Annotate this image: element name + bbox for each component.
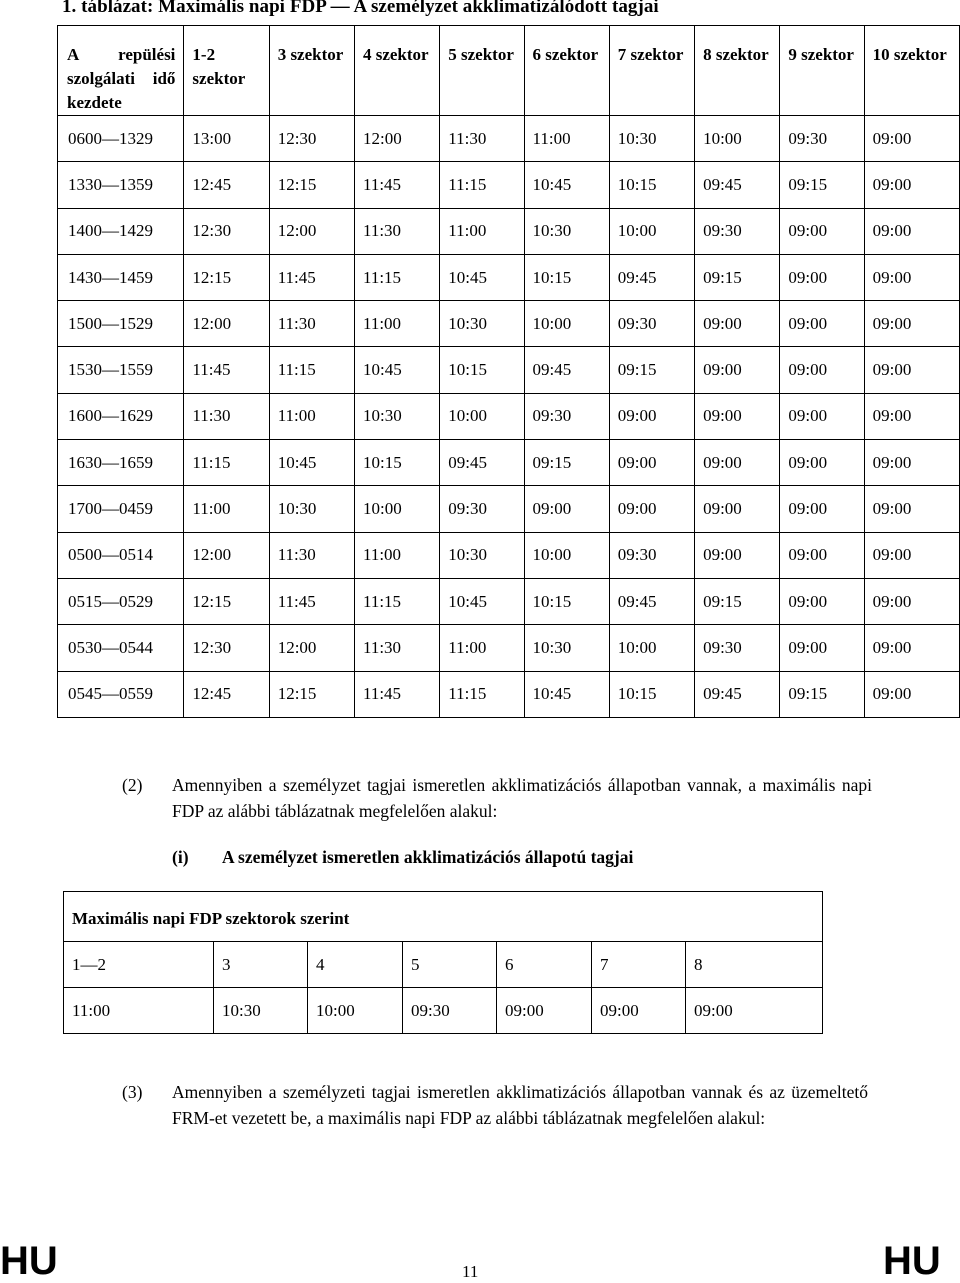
fdp-value-cell: 09:30	[695, 625, 780, 671]
fdp-value-cell: 09:00	[780, 578, 864, 624]
fdp-value-cell: 09:15	[695, 254, 780, 300]
fdp-value-cell: 09:00	[864, 208, 959, 254]
fdp-value-cell: 10:15	[354, 440, 439, 486]
start-time-cell: 0545—0559	[58, 671, 184, 717]
paragraph-text: Amennyiben a személyzet tagjai ismeretlen akklimatizációs állapotban vannak, a maximális napi FDP az alábbi táblázatnak megfelelően alakul:	[172, 775, 872, 821]
paragraph-number: (2)	[122, 775, 143, 795]
fdp-value-cell: 10:00	[695, 116, 780, 162]
fdp-value-cell: 09:00	[524, 486, 609, 532]
fdp-value-cell: 09:00	[780, 208, 864, 254]
fdp-value-cell: 12:00	[184, 301, 269, 347]
table-row	[58, 440, 960, 486]
sector-cell: 7	[592, 942, 686, 988]
subheading-text: A személyzet ismeretlen akklimatizációs állapotú tagjai	[222, 847, 634, 867]
fdp-value-cell: 10:00	[524, 532, 609, 578]
table-row	[58, 486, 960, 532]
fdp-unknown-state-table	[63, 891, 823, 1034]
footer-lang-left: HU	[0, 1239, 58, 1283]
start-time-cell: 1530—1559	[58, 347, 184, 393]
fdp-value-cell: 09:00	[780, 254, 864, 300]
start-time-cell: 1330—1359	[58, 162, 184, 208]
fdp-value-cell: 09:45	[609, 254, 694, 300]
fdp-value-cell: 10:45	[269, 440, 354, 486]
header-cell: 3 szektor	[269, 26, 354, 116]
fdp-value-cell: 10:15	[524, 578, 609, 624]
fdp-value-cell: 09:00	[780, 625, 864, 671]
fdp-value-cell: 12:30	[184, 625, 269, 671]
paragraph-text: Amennyiben a személyzeti tagjai ismeretlen akklimatizációs állapotban vannak és az üzemeltető FRM-et vezetett be, a maximális napi FDP az alábbi táblázatnak megfelelően alakul:	[172, 1082, 868, 1128]
fdp-value-cell: 09:00	[695, 393, 780, 439]
fdp-value-cell: 11:00	[440, 208, 524, 254]
table2-header: Maximális napi FDP szektorok szerint	[64, 892, 823, 942]
table-row	[58, 208, 960, 254]
fdp-value-cell: 10:15	[609, 162, 694, 208]
header-cell: 7 szektor	[609, 26, 694, 116]
fdp-value-cell: 09:00	[780, 393, 864, 439]
fdp-value-cell: 11:45	[354, 162, 439, 208]
fdp-value-cell: 11:00	[184, 486, 269, 532]
fdp-value-cell: 09:45	[440, 440, 524, 486]
fdp-value-cell: 10:45	[440, 578, 524, 624]
value-cell: 10:00	[308, 988, 403, 1034]
fdp-value-cell: 10:15	[524, 254, 609, 300]
fdp-value-cell: 11:45	[269, 578, 354, 624]
fdp-value-cell: 09:30	[609, 301, 694, 347]
fdp-value-cell: 09:00	[695, 532, 780, 578]
subheading-i	[172, 847, 634, 868]
fdp-value-cell: 09:00	[609, 486, 694, 532]
table-body	[58, 116, 960, 718]
value-cell: 11:00	[64, 988, 214, 1034]
fdp-value-cell: 10:30	[354, 393, 439, 439]
fdp-value-cell: 09:45	[695, 671, 780, 717]
fdp-value-cell: 11:00	[354, 301, 439, 347]
fdp-value-cell: 11:30	[184, 393, 269, 439]
sector-cell: 6	[497, 942, 592, 988]
sector-cell: 3	[214, 942, 308, 988]
fdp-value-cell: 09:00	[864, 116, 959, 162]
fdp-value-cell: 09:00	[864, 254, 959, 300]
fdp-value-cell: 10:15	[440, 347, 524, 393]
fdp-value-cell: 10:30	[524, 208, 609, 254]
fdp-value-cell: 11:15	[440, 671, 524, 717]
footer-lang-right: HU	[883, 1239, 941, 1283]
sector-cell: 8	[686, 942, 823, 988]
paragraph-2	[122, 772, 872, 832]
table-row	[58, 532, 960, 578]
fdp-value-cell: 10:30	[609, 116, 694, 162]
table2-sector-row	[64, 942, 823, 988]
header-cell: 4 szektor	[354, 26, 439, 116]
fdp-value-cell: 09:00	[695, 347, 780, 393]
fdp-value-cell: 09:15	[780, 162, 864, 208]
fdp-value-cell: 09:00	[864, 162, 959, 208]
table-row	[58, 393, 960, 439]
fdp-value-cell: 10:30	[440, 532, 524, 578]
sector-cell: 1—2	[64, 942, 214, 988]
header-cell: 10 szektor	[864, 26, 959, 116]
value-cell: 09:30	[403, 988, 497, 1034]
fdp-value-cell: 11:45	[184, 347, 269, 393]
table-title: 1. táblázat: Maximális napi FDP — A személyzet akklimatizálódott tagjai	[62, 0, 659, 17]
fdp-value-cell: 11:00	[354, 532, 439, 578]
value-cell: 09:00	[592, 988, 686, 1034]
value-cell: 10:30	[214, 988, 308, 1034]
table-row	[58, 301, 960, 347]
start-time-cell: 0530—0544	[58, 625, 184, 671]
fdp-value-cell: 09:00	[864, 393, 959, 439]
fdp-value-cell: 12:00	[269, 625, 354, 671]
header-cell: 1-2 szektor	[184, 26, 269, 116]
fdp-value-cell: 12:15	[269, 162, 354, 208]
fdp-value-cell: 12:30	[269, 116, 354, 162]
value-cell: 09:00	[686, 988, 823, 1034]
start-time-cell: 1500—1529	[58, 301, 184, 347]
fdp-value-cell: 12:00	[354, 116, 439, 162]
fdp-value-cell: 09:00	[864, 440, 959, 486]
start-time-cell: 0500—0514	[58, 532, 184, 578]
fdp-value-cell: 09:45	[609, 578, 694, 624]
fdp-value-cell: 12:00	[184, 532, 269, 578]
fdp-value-cell: 12:45	[184, 671, 269, 717]
fdp-value-cell: 11:15	[184, 440, 269, 486]
fdp-value-cell: 11:00	[440, 625, 524, 671]
fdp-value-cell: 09:30	[524, 393, 609, 439]
fdp-value-cell: 09:00	[695, 440, 780, 486]
fdp-value-cell: 09:00	[780, 440, 864, 486]
fdp-value-cell: 11:30	[269, 532, 354, 578]
fdp-value-cell: 10:45	[524, 671, 609, 717]
fdp-value-cell: 09:00	[864, 347, 959, 393]
fdp-value-cell: 09:00	[780, 532, 864, 578]
fdp-value-cell: 12:15	[269, 671, 354, 717]
fdp-value-cell: 09:00	[864, 532, 959, 578]
fdp-value-cell: 12:15	[184, 578, 269, 624]
table-row	[58, 162, 960, 208]
fdp-value-cell: 09:30	[780, 116, 864, 162]
paragraph-number: (3)	[122, 1082, 143, 1102]
fdp-value-cell: 09:00	[780, 301, 864, 347]
fdp-value-cell: 09:30	[440, 486, 524, 532]
start-time-cell: 1700—0459	[58, 486, 184, 532]
fdp-value-cell: 11:30	[440, 116, 524, 162]
fdp-acclimatised-table	[57, 25, 960, 718]
table-row	[58, 116, 960, 162]
page-number: 11	[462, 1262, 479, 1281]
table-row	[58, 578, 960, 624]
fdp-value-cell: 13:00	[184, 116, 269, 162]
fdp-value-cell: 11:15	[354, 254, 439, 300]
table-row	[58, 347, 960, 393]
fdp-value-cell: 10:30	[440, 301, 524, 347]
start-time-cell: 0600—1329	[58, 116, 184, 162]
fdp-value-cell: 09:30	[609, 532, 694, 578]
fdp-value-cell: 11:00	[524, 116, 609, 162]
table2-value-row	[64, 988, 823, 1034]
value-cell: 09:00	[497, 988, 592, 1034]
fdp-value-cell: 09:00	[864, 301, 959, 347]
fdp-value-cell: 09:15	[609, 347, 694, 393]
table-header-row	[58, 26, 960, 116]
fdp-value-cell: 10:30	[524, 625, 609, 671]
fdp-value-cell: 10:00	[609, 625, 694, 671]
fdp-value-cell: 09:00	[864, 671, 959, 717]
fdp-value-cell: 09:00	[695, 301, 780, 347]
fdp-value-cell: 12:00	[269, 208, 354, 254]
sector-cell: 4	[308, 942, 403, 988]
fdp-value-cell: 11:30	[354, 208, 439, 254]
sector-cell: 5	[403, 942, 497, 988]
fdp-value-cell: 10:15	[609, 671, 694, 717]
subheading-number: (i)	[172, 847, 189, 867]
fdp-value-cell: 10:45	[524, 162, 609, 208]
fdp-value-cell: 12:15	[184, 254, 269, 300]
paragraph-3	[122, 1079, 872, 1159]
header-cell: 6 szektor	[524, 26, 609, 116]
header-cell: A repülési szolgálati idő kezdete	[58, 26, 184, 116]
fdp-value-cell: 11:15	[354, 578, 439, 624]
fdp-value-cell: 09:15	[524, 440, 609, 486]
fdp-value-cell: 11:00	[269, 393, 354, 439]
fdp-value-cell: 09:00	[609, 393, 694, 439]
header-cell: 9 szektor	[780, 26, 864, 116]
fdp-value-cell: 12:45	[184, 162, 269, 208]
fdp-value-cell: 10:00	[440, 393, 524, 439]
fdp-value-cell: 10:45	[354, 347, 439, 393]
start-time-cell: 1400—1429	[58, 208, 184, 254]
header-cell: 8 szektor	[695, 26, 780, 116]
fdp-value-cell: 09:00	[780, 486, 864, 532]
table-row	[58, 254, 960, 300]
fdp-value-cell: 09:00	[864, 486, 959, 532]
fdp-value-cell: 10:30	[269, 486, 354, 532]
fdp-value-cell: 09:30	[695, 208, 780, 254]
fdp-value-cell: 09:45	[695, 162, 780, 208]
fdp-value-cell: 11:15	[269, 347, 354, 393]
fdp-value-cell: 10:00	[524, 301, 609, 347]
table-row	[58, 625, 960, 671]
fdp-value-cell: 12:30	[184, 208, 269, 254]
fdp-value-cell: 09:15	[780, 671, 864, 717]
fdp-value-cell: 09:45	[524, 347, 609, 393]
fdp-value-cell: 09:00	[864, 578, 959, 624]
fdp-value-cell: 10:00	[354, 486, 439, 532]
fdp-value-cell: 09:00	[695, 486, 780, 532]
start-time-cell: 1630—1659	[58, 440, 184, 486]
table-row	[58, 671, 960, 717]
start-time-cell: 1600—1629	[58, 393, 184, 439]
fdp-value-cell: 11:45	[269, 254, 354, 300]
fdp-value-cell: 09:00	[609, 440, 694, 486]
fdp-value-cell: 09:15	[695, 578, 780, 624]
fdp-value-cell: 09:00	[780, 347, 864, 393]
start-time-cell: 0515—0529	[58, 578, 184, 624]
fdp-value-cell: 11:15	[440, 162, 524, 208]
fdp-value-cell: 11:45	[354, 671, 439, 717]
fdp-value-cell: 11:30	[354, 625, 439, 671]
start-time-cell: 1430—1459	[58, 254, 184, 300]
fdp-value-cell: 10:45	[440, 254, 524, 300]
fdp-value-cell: 09:00	[864, 625, 959, 671]
fdp-value-cell: 10:00	[609, 208, 694, 254]
header-cell: 5 szektor	[440, 26, 524, 116]
fdp-value-cell: 11:30	[269, 301, 354, 347]
